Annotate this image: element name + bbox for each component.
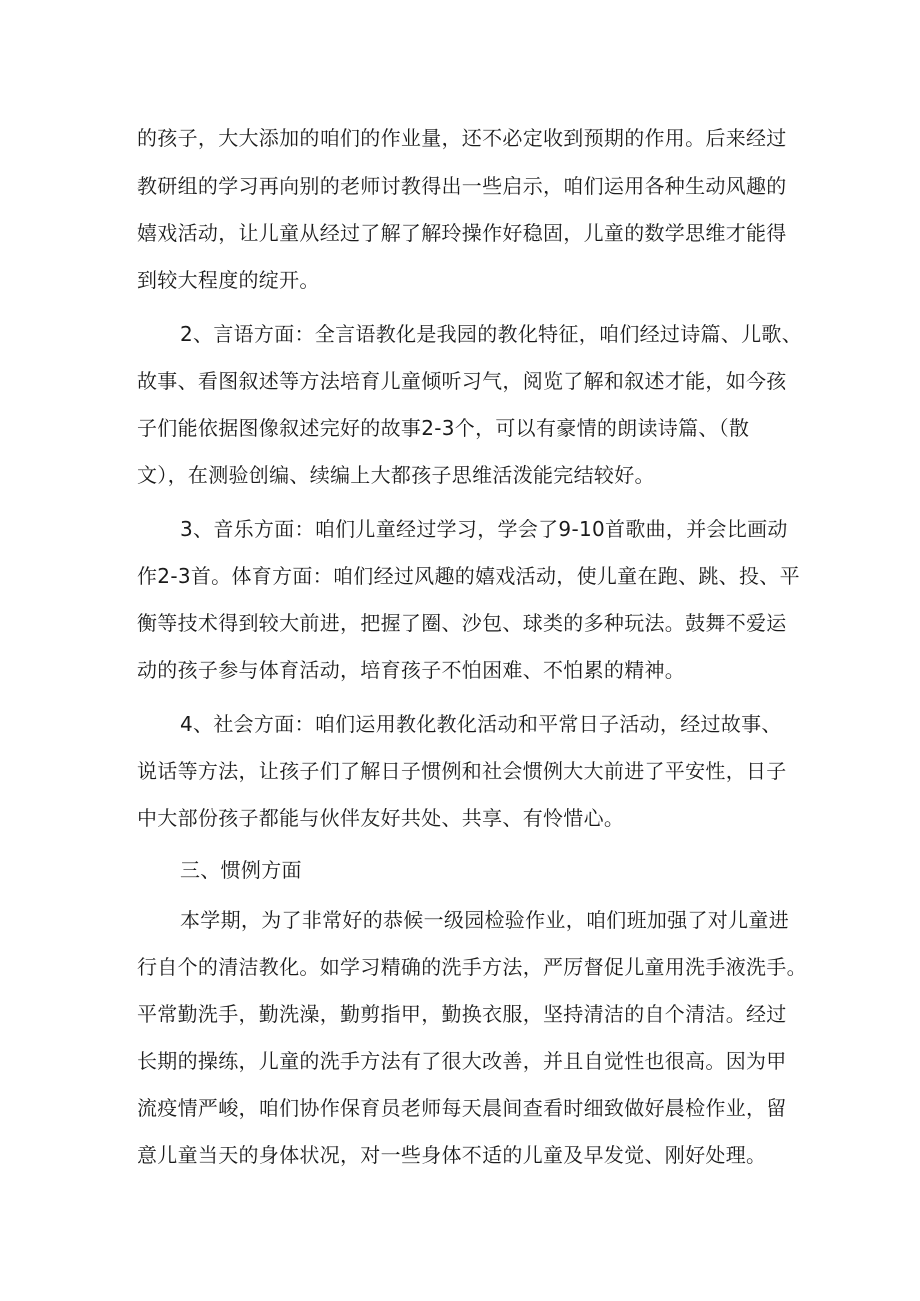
text-line: 故事、看图叙述等方法培育儿童倾听习气，阅览了解和叙述才能，如今孩 bbox=[137, 369, 787, 393]
text-line: 到较大程度的绽开。 bbox=[137, 268, 320, 292]
text-line: 的孩子，大大添加的咱们的作业量，还不必定收到预期的作用。后来经过 bbox=[137, 126, 787, 150]
text-line: 3、音乐方面：咱们儿童经过学习，学会了9-10首歌曲，并会比画动 bbox=[180, 517, 788, 541]
text-line: 文），在测验创编、续编上大都孩子思维活泼能完结较好。 bbox=[137, 463, 655, 487]
text-line: 流疫情严峻，咱们协作保育员老师每天晨间查看时细致做好晨检作业，留 bbox=[137, 1096, 787, 1120]
text-line: 中大部份孩子都能与伙伴友好共处、共享、有怜惜心。 bbox=[137, 806, 625, 830]
text-line: 4、社会方面：咱们运用教化教化活动和平常日子活动，经过故事、 bbox=[180, 712, 782, 736]
text-line: 教研组的学习再向别的老师讨教得出一些启示，咱们运用各种生动风趣的 bbox=[137, 174, 787, 198]
section-heading: 三、惯例方面 bbox=[180, 858, 302, 882]
text-line: 动的孩子参与体育活动，培育孩子不怕困难、不怕累的精神。 bbox=[137, 658, 686, 682]
text-line: 平常勤洗手，勤洗澡，勤剪指甲，勤换衣服，坚持清洁的自个清洁。经过 bbox=[137, 1002, 787, 1026]
text-line: 意儿童当天的身体状况，对一些身体不适的儿童及早发觉、刚好处理。 bbox=[137, 1143, 767, 1167]
text-line: 子们能依据图像叙述完好的故事2-3个，可以有豪情的朗读诗篇、（散 bbox=[137, 416, 750, 440]
text-line: 本学期，为了非常好的恭候一级园检验作业，咱们班加强了对儿童进 bbox=[180, 908, 789, 932]
text-line: 行自个的清洁教化。如学习精确的洗手方法，严厉督促儿童用洗手液洗手。 bbox=[137, 955, 807, 979]
text-line: 作2-3首。体育方面：咱们经过风趣的嬉戏活动，使儿童在跑、跳、投、平 bbox=[137, 564, 800, 588]
text-line: 长期的操练，儿童的洗手方法有了很大改善，并且自觉性也很高。因为甲 bbox=[137, 1049, 787, 1073]
text-line: 衡等技术得到较大前进，把握了圈、沙包、球类的多种玩法。鼓舞不爱运 bbox=[137, 611, 787, 635]
text-line: 说话等方法，让孩子们了解日子惯例和社会惯例大大前进了平安性，日子 bbox=[137, 759, 787, 783]
text-line: 嬉戏活动，让儿童从经过了解了解玲操作好稳固，儿童的数学思维才能得 bbox=[137, 221, 787, 245]
text-line: 2、言语方面：全言语教化是我园的教化特征，咱们经过诗篇、儿歌、 bbox=[180, 322, 803, 346]
